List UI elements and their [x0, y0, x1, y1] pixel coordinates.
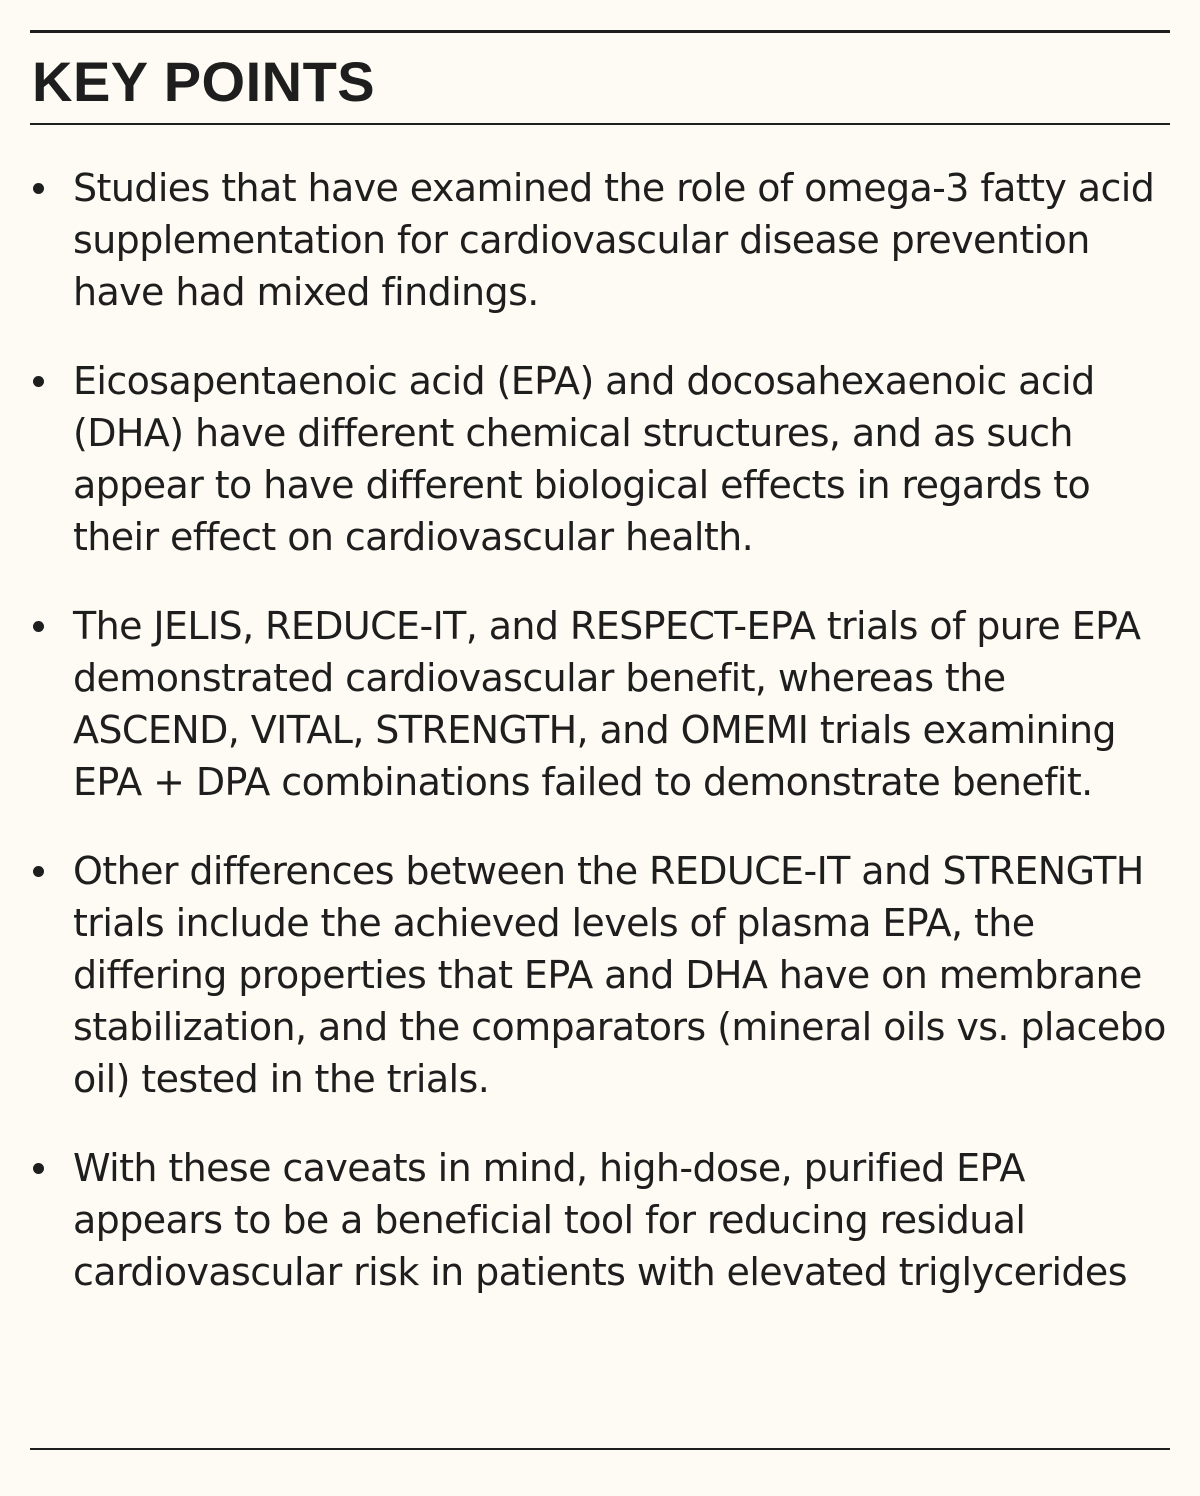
key-points-box [30, 30, 1170, 1450]
key-point-text: The JELIS, REDUCE-IT, and RESPECT-EPA trials of pure EPA demonstrated cardiovascular benefit, whereas the ASCEND, VITAL, STRENGTH, and OMEMI trials examining EPA + DPA combinations failed to demonstrate benefit. [73, 604, 1141, 804]
bullet-icon [33, 866, 44, 877]
bottom-rule [30, 1448, 1170, 1450]
bullet-icon [33, 1163, 44, 1174]
key-point-item [30, 600, 1170, 808]
top-rule [30, 30, 1170, 33]
key-point-text: Studies that have examined the role of omega-3 fatty acid supplementation for cardiovascular disease prevention have had mixed findings. [73, 166, 1155, 314]
key-point-text: Other differences between the REDUCE-IT and STRENGTH trials include the achieved levels of plasma EPA, the differing properties that EPA and DHA have on membrane stabilization, and the comparators (mineral oils vs. placebo oil) tested in the trials. [73, 849, 1166, 1101]
bullet-icon [33, 183, 44, 194]
key-points-list [30, 162, 1170, 1335]
key-point-text: With these caveats in mind, high-dose, purified EPA appears to be a beneficial tool for reducing residual cardiovascular risk in patients with elevated triglycerides [73, 1146, 1127, 1294]
bullet-icon [33, 621, 44, 632]
key-point-item [30, 162, 1170, 318]
key-point-item [30, 845, 1170, 1105]
bullet-icon [33, 376, 44, 387]
key-point-item [30, 1142, 1170, 1298]
key-point-text: Eicosapentaenoic acid (EPA) and docosahexaenoic acid (DHA) have different chemical structures, and as such appear to have different biological effects in regards to their effect on cardiovascular health. [73, 359, 1095, 559]
heading-rule [30, 123, 1170, 125]
key-point-item [30, 355, 1170, 563]
key-points-heading: KEY POINTS [32, 50, 376, 113]
